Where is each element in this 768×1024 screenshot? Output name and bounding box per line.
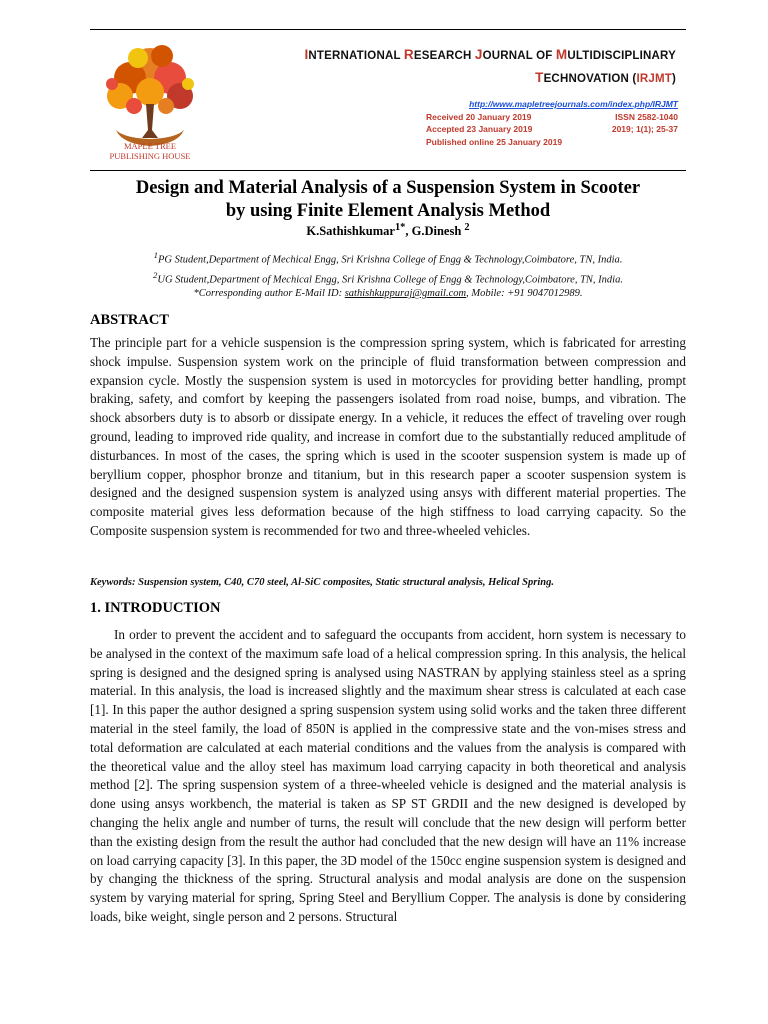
journal-title [236, 44, 676, 90]
received-date: Received 20 January 2019 [426, 111, 532, 122]
affiliations [88, 248, 688, 288]
publisher-caption [92, 141, 208, 161]
meta-row-received [426, 111, 678, 124]
author-1-sup: 1* [394, 222, 406, 233]
publisher-line-1: MAPLE TREE [123, 141, 177, 151]
affiliation-1: $^1$PG Student,Department of Mechical Engg, Sri Krishna College of Engg & Technology,Coimbatore, TN, India. [153, 250, 623, 266]
tree-foliage [106, 45, 194, 114]
article-metadata [426, 98, 678, 148]
corresponding-author: *Corresponding author E-Mail ID: sathishkuppuraj@gmail.com, Mobile: +91 9047012989. [193, 288, 583, 299]
journal-url-link[interactable]: http://www.mapletreejournals.com/index.php/IRJMT [469, 99, 678, 109]
paper-title-line-2: by using Finite Element Analysis Method [225, 201, 551, 221]
keywords: Keywords: Suspension system, C40, C70 steel, Al-SiC composites, Static structural analysis, Helical Spring. [90, 577, 554, 588]
header-bottom-rule [90, 170, 686, 171]
author-list [88, 222, 688, 239]
accepted-date: Accepted 23 January 2019 [426, 124, 533, 134]
journal-title-line-2: TECHNOVATION (IRJMT) [535, 70, 676, 85]
author-2-sup: 2 [464, 222, 470, 233]
introduction-text: In order to prevent the accident and to safeguard the occupants from accident, horn system is necessary to be analysed in the context of the maximum safe load of a helical compression spring. In this analysis, the helical spring is designed and the designed spring is analysed using NASTRAN by applying stainless steel as a spring material. In this analysis, the load is increased slightly and the maximum shear stress is calculated at each case [1]. In this paper the author designed a spring suspension system using solid works and the taken three different material in the steel family, the load of 850N is applied in the compressive state and the von-mises stress and total deformation are calculated at each material conditions and the values from the analysis is compared with the theoretical value and the alloy steel has maximum load carrying capacity in both theoretical and analysis method [2]. The spring suspension system of a three-wheeled vehicle is designed and the material analysis is done using ansys workbench, the material is taken as SP ST GRDII and the new designed is developed by changing the helix angle and number of turns, the result will conclude that the new design will perform better than the existing design from the result the author had concluded that the new design will have an 11% increase on load carrying capacity [3]. In this paper, the 3D model of the 150cc engine suspension system is designed and by changing the thickness of the spring. Structural analysis and modal analysis are done on the suspension system by varying material for spring, Spring Steel and Beryllium Copper. The analysis is done by considering loads, bike weight, single person and 2 persons. Structural [90, 627, 686, 924]
tree-trunk [142, 104, 158, 138]
issn: ISSN 2582-1040 [615, 111, 678, 122]
corresponding-email-link[interactable]: sathishkuppuraj@gmail.com [344, 288, 467, 299]
abstract-heading: ABSTRACT [90, 312, 169, 328]
author-1: K.Sathishkumar [306, 224, 395, 239]
paper-title-line-1: Design and Material Analysis of a Suspension System in Scooter [135, 178, 641, 198]
author-separator: , [405, 224, 412, 239]
journal-title-line-1: INTERNATIONAL RESEARCH JOURNAL OF MULTIDISCIPLINARY [304, 47, 676, 62]
paper-title [88, 177, 688, 223]
publisher-line-2: PUBLISHING HOUSE [109, 151, 191, 161]
abstract-text: The principle part for a vehicle suspension is the compression spring system, which is fabricated for arresting shock impulse. Suspension system work on the principle of fluid transformation between compression and expansion cycle. Mostly the suspension system is used in motorcycles for providing better handling, prompt braking, safety, and comfort by keeping the passengers isolated from road noise, bumps, and vibration. The shock absorbers duty is to absorb or dissipate energy. In a vehicle, it reduces the effect of traveling over rough ground, leading to improved ride quality, and increase in comfort due to the substantially reduced amplitude of disturbances. In most of the cases, the spring which is used in the scooter suspension system is made up of beryllium copper, phosphor bronze and titanium, but in this research paper a scooter suspension system is designed and the designed suspension system is analyzed using ansys with different material properties. The composite material gives less deformation because of the high stiffness to load carrying capacity. So the Composite suspension system is recommended for two and three-wheeled vehicles. [90, 335, 686, 538]
volume-info: 2019; 1(1); 25-37 [611, 124, 678, 134]
affiliation-2: $^2$UG Student,Department of Mechical Engg, Sri Krishna College of Engg & Technology,Coimbatore, TN, India. [153, 270, 623, 286]
published-date: Published online 25 January 2019 [426, 136, 563, 147]
introduction-heading: 1. INTRODUCTION [90, 600, 221, 616]
header-top-rule [90, 29, 686, 30]
meta-row-accepted [426, 123, 678, 136]
author-2: G.Dinesh [411, 224, 465, 239]
